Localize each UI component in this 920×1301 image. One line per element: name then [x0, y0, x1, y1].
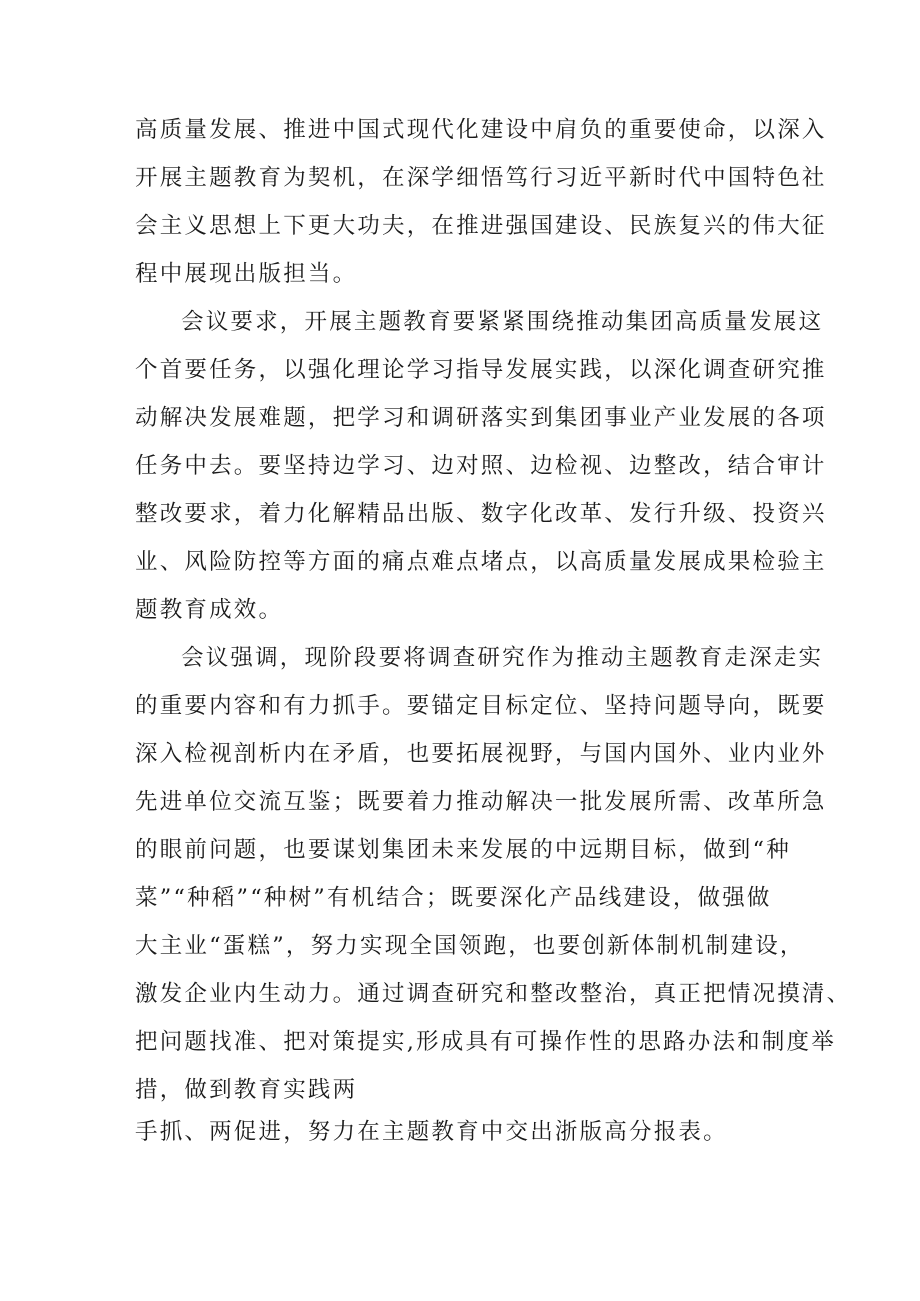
text-line: 菜”“种稻”“种树”有机结合；既要深化产品线建设，做强做 — [135, 885, 772, 911]
paragraph-start-line: 会议强调，现阶段要将调查研究作为推动主题教育走深走实 — [181, 645, 824, 671]
text-line: 深入检视剖析内在矛盾，也要拓展视野，与国内国外、业内业外 — [135, 741, 827, 767]
text-line: 任务中去。要坚持边学习、边对照、边检视、边整改，结合审计 — [135, 453, 827, 479]
text-line: 个首要任务，以强化理论学习指导发展实践，以深化调查研究推 — [135, 357, 827, 383]
paragraph-start-line: 会议要求，开展主题教育要紧紧围绕推动集团高质量发展这 — [181, 309, 824, 335]
text-line: 的重要内容和有力抓手。要锚定目标定位、坚持问题导向，既要 — [135, 693, 827, 719]
text-line: 高质量发展、推进中国式现代化建设中肩负的重要使命，以深入 — [135, 117, 827, 143]
text-line: 开展主题教育为契机，在深学细悟笃行习近平新时代中国特色社 — [135, 165, 827, 191]
text-line: 措，做到教育实践两 — [135, 1077, 358, 1103]
text-line: 手抓、两促进，努力在主题教育中交出浙版高分报表。 — [135, 1119, 728, 1145]
text-line: 把问题找准、把对策提实,形成具有可操作性的思路办法和制度举 — [135, 1029, 836, 1055]
text-line: 先进单位交流互鉴；既要着力推动解决一批发展所需、改革所急 — [135, 789, 827, 815]
text-line: 整改要求，着力化解精品出版、数字化改革、发行升级、投资兴 — [135, 501, 827, 527]
text-line: 程中展现出版担当。 — [135, 261, 358, 287]
text-line: 大主业“蛋糕”，努力实现全国领跑，也要创新体制机制建设， — [135, 933, 805, 959]
text-line: 会主义思想上下更大功夫，在推进强国建设、民族复兴的伟大征 — [135, 213, 827, 239]
text-line: 激发企业内生动力。通过调查研究和整改整治，真正把情况摸清、 — [135, 981, 852, 1007]
text-line: 业、风险防控等方面的痛点难点堵点，以高质量发展成果检验主 — [135, 549, 827, 575]
text-line: 的眼前问题，也要谋划集团未来发展的中远期目标，做到“种 — [135, 837, 791, 863]
text-line: 题教育成效。 — [135, 597, 284, 623]
text-line: 动解决发展难题，把学习和调研落实到集团事业产业发展的各项 — [135, 405, 827, 431]
